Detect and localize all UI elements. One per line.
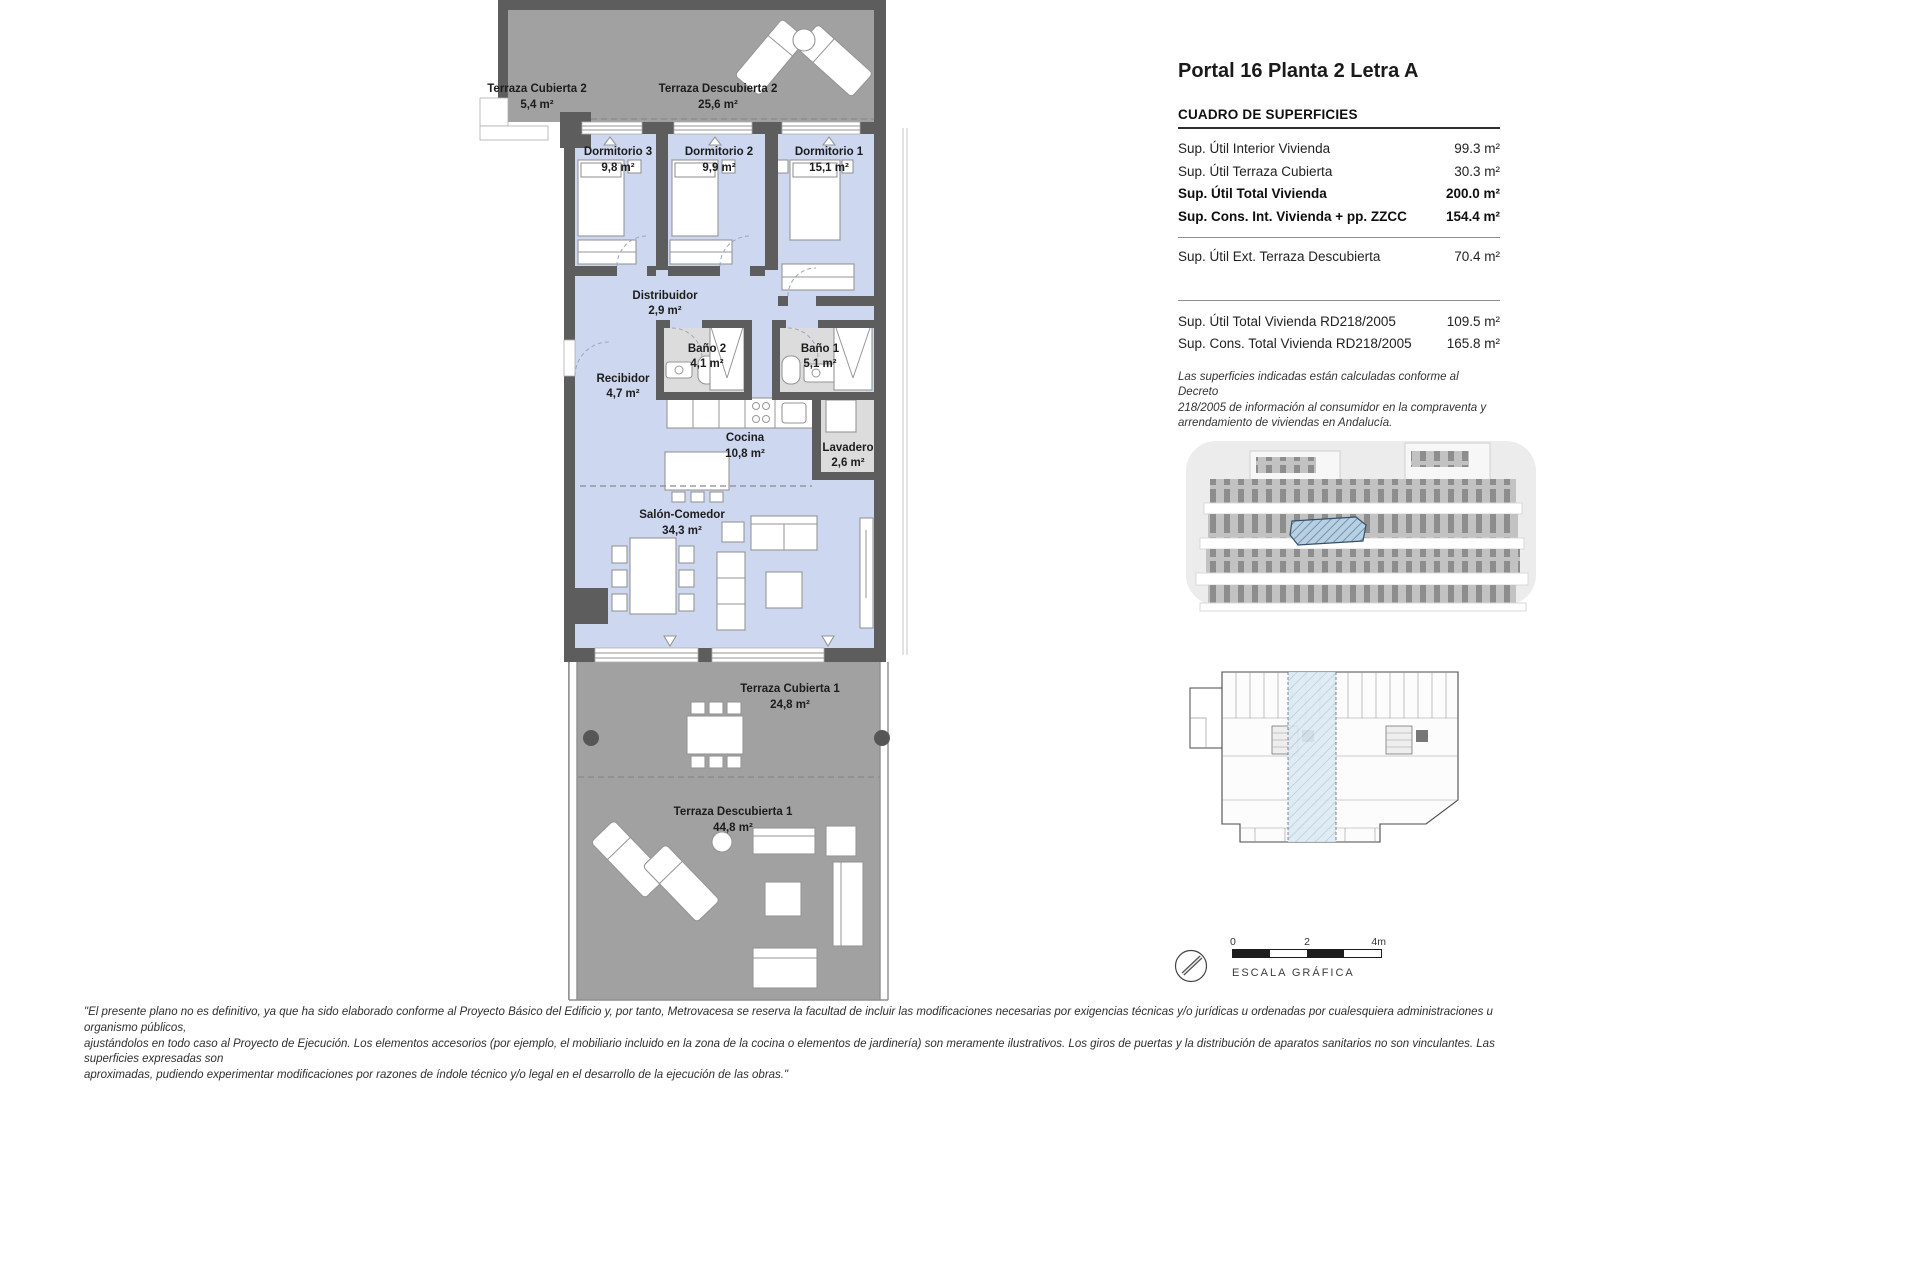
table-divider [1178, 237, 1500, 238]
svg-text:Distribuidor: Distribuidor [632, 290, 698, 302]
scale-ticks [1230, 936, 1386, 949]
svg-text:9,9 m²: 9,9 m² [702, 162, 736, 174]
row-value: 200.0 m² [1445, 186, 1500, 201]
svg-text:Terraza Descubierta 1: Terraza Descubierta 1 [673, 806, 793, 818]
row-label: Sup. Útil Total Vivienda RD218/2005 [1178, 313, 1396, 329]
legal-disclaimer [84, 1005, 1504, 1084]
svg-text:15,1 m²: 15,1 m² [809, 162, 849, 174]
svg-text:Cocina: Cocina [725, 432, 765, 444]
svg-text:Lavadero: Lavadero [822, 442, 874, 454]
table-row [1178, 246, 1500, 269]
row-label: Sup. Útil Terraza Cubierta [1178, 163, 1333, 179]
svg-text:2,9 m²: 2,9 m² [648, 305, 682, 317]
svg-text:9,8 m²: 9,8 m² [601, 162, 635, 174]
key-plan [1180, 660, 1480, 855]
svg-text:Recibidor: Recibidor [596, 373, 650, 385]
row-value: 154.4 m² [1445, 208, 1500, 224]
row-label: Sup. Útil Ext. Terraza Descubierta [1178, 249, 1381, 264]
disclaimer-line: "El presente plano no es definitivo, ya que ha sido elaborado conforme al Proyecto Básico del Edificio y, por tanto, Metrovacesa se reserva la facultad de incluir las modificaciones necesarias por exigencias técnicas y/o jurídicas u ordenadas por cualesquiera administraciones u organismo públicos, [84, 1006, 1493, 1034]
svg-text:4,7 m²: 4,7 m² [606, 388, 640, 400]
row-label: Sup. Útil Interior Vivienda [1178, 141, 1331, 156]
row-label: Sup. Cons. Total Vivienda RD218/2005 [1178, 336, 1412, 351]
svg-text:5,1 m²: 5,1 m² [803, 358, 837, 370]
row-value: 109.5 m² [1446, 313, 1500, 329]
surfaces-panel [1178, 60, 1500, 432]
svg-text:2,6 m²: 2,6 m² [831, 457, 865, 469]
svg-text:Baño 1: Baño 1 [800, 343, 840, 355]
svg-text:Terraza Cubierta 2: Terraza Cubierta 2 [487, 83, 587, 95]
disclaimer-line: aproximadas, pudiendo experimentar modificaciones por razones de índole técnico y/o legal en el desarrollo de la ejecución de las obras." [84, 1069, 789, 1082]
svg-text:10,8 m²: 10,8 m² [725, 448, 765, 460]
building-render [1180, 415, 1540, 615]
scale-tick-0: 0 [1230, 936, 1236, 948]
svg-text:Dormitorio 3: Dormitorio 3 [583, 146, 653, 158]
table-divider [1178, 300, 1500, 301]
note-line: Las superficies indicadas están calculadas conforme al Decreto [1178, 370, 1459, 398]
north-compass-icon [1168, 946, 1214, 988]
row-label: Sup. Útil Total Vivienda [1178, 186, 1327, 201]
row-value: 70.4 m² [1454, 249, 1500, 264]
svg-text:34,3 m²: 34,3 m² [662, 525, 702, 537]
scale-tick-4m: 4m [1371, 936, 1386, 948]
page-title: Portal 16 Planta 2 Letra A [1178, 60, 1419, 82]
table-row [1178, 206, 1500, 229]
unit-highlight [1290, 517, 1366, 545]
scale-bar [1232, 949, 1382, 958]
scale-label: ESCALA GRÁFICA [1232, 967, 1355, 979]
graphic-scale [1230, 936, 1386, 979]
svg-text:Baño 2: Baño 2 [687, 343, 727, 355]
svg-text:Dormitorio 1: Dormitorio 1 [794, 146, 864, 158]
row-value: 99.3 m² [1454, 141, 1500, 156]
row-value: 30.3 m² [1454, 163, 1500, 179]
svg-text:25,6 m²: 25,6 m² [698, 99, 738, 111]
svg-text:5,4 m²: 5,4 m² [520, 99, 554, 111]
note-line: arrendamiento de viviendas en Andalucía. [1178, 417, 1393, 429]
scale-tick-2: 2 [1304, 936, 1310, 948]
table-row [1178, 183, 1500, 206]
svg-text:4,1 m²: 4,1 m² [690, 358, 724, 370]
table-row [1178, 333, 1500, 356]
row-label: Sup. Cons. Int. Vivienda + pp. ZZCC [1178, 208, 1407, 224]
svg-text:Salón-Comedor: Salón-Comedor [639, 509, 725, 521]
svg-text:Dormitorio 2: Dormitorio 2 [684, 146, 754, 158]
svg-text:44,8 m²: 44,8 m² [713, 822, 753, 834]
table-title: CUADRO DE SUPERFICIES [1178, 107, 1500, 129]
unit-location-band [1288, 672, 1336, 824]
row-value: 165.8 m² [1446, 336, 1500, 351]
note-line: 218/2005 de información al consumidor en la compraventa y [1178, 401, 1487, 414]
svg-text:Terraza Descubierta 2: Terraza Descubierta 2 [658, 83, 778, 95]
svg-text:Terraza Cubierta 1: Terraza Cubierta 1 [740, 683, 840, 695]
table-row [1178, 138, 1500, 161]
svg-text:24,8 m²: 24,8 m² [770, 699, 810, 711]
table-row [1178, 161, 1500, 184]
disclaimer-line: ajustándolos en todo caso al Proyecto de Ejecución. Los elementos accesorios (por ejemplo, el mobiliario incluido en la zona de la cocina o elementos de jardinería) son meramente ilustrativos. Los giros de puertas y la distribución de aparatos sanitarios no son vinculantes. Las superficies expresadas son [84, 1037, 1495, 1066]
floor-plan [460, 0, 920, 1010]
table-row [1178, 311, 1500, 334]
